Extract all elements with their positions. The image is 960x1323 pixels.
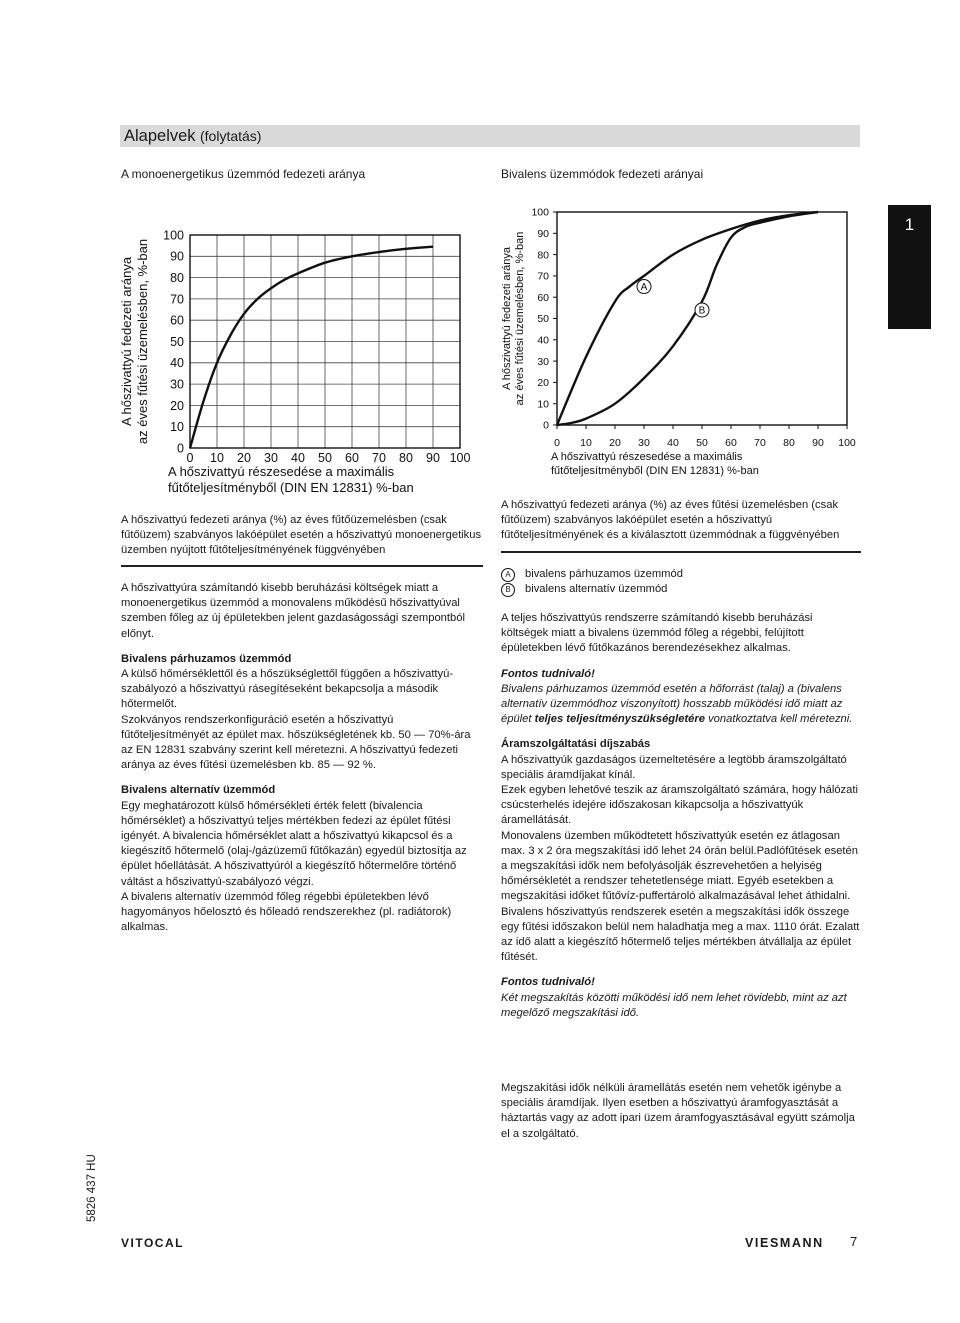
x-tick-label: 70: [754, 437, 766, 449]
x-tick-label: 80: [783, 437, 795, 449]
y-tick-label: 70: [170, 292, 184, 307]
y-tick-label: 90: [537, 227, 549, 240]
y-tick-label: 50: [537, 313, 549, 326]
right-divider: [501, 551, 861, 553]
y-tick-label: 70: [537, 270, 549, 283]
note1-text-bold: teljes teljesítményszükségletére: [534, 713, 705, 726]
note1-title: Fontos tudnivaló!: [501, 667, 595, 680]
y-tick-label: 0: [543, 419, 549, 432]
left-heading: A monoenergetikus üzemmód fedezeti aránya: [121, 167, 366, 181]
legend-item-b: [501, 582, 861, 597]
y-tick-label: 100: [163, 228, 184, 243]
y-tick-label: 100: [531, 206, 549, 219]
x-tick-label: 0: [186, 451, 194, 465]
brand-viessmann-logo: VIESMANN: [745, 1236, 824, 1250]
y-tick-label: 40: [537, 334, 549, 347]
y-tick-label: 60: [537, 291, 549, 304]
series-line: [557, 212, 818, 425]
left-divider: [121, 565, 483, 567]
note2-text: Két megszakítás közötti működési idő nem lehet rövidebb, mint az azt megelőző megszakítási idő.: [501, 991, 847, 1019]
x-tick-label: 10: [210, 451, 224, 465]
page-title-suffix: (folytatás): [200, 128, 262, 144]
y-tick-label: 20: [170, 398, 184, 413]
y-tick-label: 10: [537, 398, 549, 411]
right-chart-caption: A hőszivattyú fedezeti aránya (%) az éves fűtési üzemelésben (csak fűtőüzem) szabványos lakóépület esetén a hőszivattyú fűtőteljesítményének és a kiválasztott üzemmódnak a függvényében: [501, 499, 840, 542]
legend-marker-b: B: [501, 583, 515, 597]
alternative-paragraph-2: A bivalens alternatív üzemmód főleg régebbi épületekben lévő hagyományos hőelosztó és hőleadó rendszerekhez (pl. radiátorok) alkalmas.: [121, 890, 452, 934]
x-axis-label: fűtőteljesítményből (DIN EN 12831) %-ban: [168, 480, 414, 495]
brand-vitocal: VITOCAL: [121, 1236, 184, 1250]
x-tick-label: 100: [449, 451, 471, 465]
x-tick-label: 70: [372, 451, 386, 465]
x-tick-label: 20: [237, 451, 251, 465]
y-tick-label: 80: [170, 270, 184, 285]
bivalent-chart: [495, 200, 875, 490]
legend-text-a: bivalens párhuzamos üzemmód: [525, 568, 683, 580]
tariff-paragraph-3: Monovalens üzemben működtetett hőszivattyúk esetén ez átlagosan max. 3 x 2 óra megszakítási idő lehet 24 órán belül.Padlófűtések esetén a megszakítási idők nem befolyásolják észrevehetően a helyiség hőmérsékletét a rendszer tehetetlensége miatt. Egyéb esetekben a megszakítási időket fűtővíz-puffertároló alkalmazásával lehet áthidalni.: [501, 829, 858, 903]
x-tick-label: 50: [318, 451, 332, 465]
x-tick-label: 40: [667, 437, 679, 449]
x-tick-label: 30: [264, 451, 278, 465]
page-title: Alapelvek: [124, 127, 196, 145]
tariff-paragraph-1: A hőszivattyúk gazdaságos üzemeltetésére a legtöbb áramszolgáltató speciális áramdíjakat kínál.: [501, 753, 847, 781]
x-tick-label: 50: [696, 437, 708, 449]
note1-text-a: Bivalens párhuzamos üzemmód esetén a hőforrást (talaj) a (bivalens alternatív üzemmódhoz viszonyított) hosszabb működési idő miatt az épület: [501, 682, 843, 726]
x-tick-label: 80: [399, 451, 413, 465]
x-tick-label: 100: [838, 437, 856, 449]
legend-marker-a: A: [501, 568, 515, 582]
x-axis-label: A hőszivattyú részesedése a maximális: [168, 464, 395, 479]
y-axis-label: A hőszivattyú fedezeti aránya: [119, 256, 134, 427]
y-tick-label: 80: [537, 249, 549, 262]
x-tick-label: 60: [345, 451, 359, 465]
series-marker-label: B: [698, 305, 706, 317]
y-tick-label: 30: [537, 355, 549, 368]
legend-text-b: bivalens alternatív üzemmód: [525, 583, 668, 596]
alternative-paragraph-1: Egy meghatározott külső hőmérsékleti érték felett (bivalencia hőmérséklet) a hőszivattyú teljes mértékben fedezi az épület fűtési igényét. A bivalencia hőmérséklet alatt a hőszivattyú kikapcsol és a kiegészítő hőtermelő (olaj-/gázüzemű fűtőkazán) egyedül biztosítja az épület hőellátását. A hőszivattyúról a kiegészítő hőtermelőre történő váltást a hőszivattyú-szabályozó végzi.: [121, 799, 467, 888]
tariff-paragraph-4: Bivalens hőszivattyús rendszerek esetén a megszakítási idők összege egy fűtési időszakon belül nem haladhatja meg a max. 1110 órát. Ezalatt az idő alatt a kiegészítő hőtermelő teljes mértékben átvállalja az épület fűtését.: [501, 905, 860, 964]
y-tick-label: 10: [170, 420, 184, 435]
series-line: [190, 247, 433, 448]
parallel-paragraph-2: Szokványos rendszerkonfiguráció esetén a hőszivattyú fűtőteljesítményét az épület max. hőszükségletének kb. 50 — 70%-ára az EN 12831 szabvány szerint kell méretezni. A hőszivattyú fedezeti aránya az éves fűtési üzemelésben kb. 85 — 92 %.: [121, 713, 471, 772]
document-number: 5826 437 HU: [86, 1154, 98, 1222]
right-text-block: [501, 611, 861, 1021]
series-line: [557, 212, 818, 425]
section-title-bar: [120, 125, 860, 147]
x-tick-label: 10: [580, 437, 592, 449]
heading-alternative: Bivalens alternatív üzemmód: [121, 784, 276, 797]
x-tick-label: 40: [291, 451, 305, 465]
x-tick-label: 90: [812, 437, 824, 449]
legend: [501, 567, 861, 597]
y-tick-label: 20: [537, 377, 549, 390]
x-axis-label: A hőszivattyú részesedése a maximális: [551, 451, 743, 463]
y-tick-label: 90: [170, 249, 184, 264]
note1-text-c: vonatkoztatva kell méretezni.: [704, 713, 853, 726]
x-tick-label: 90: [426, 451, 440, 465]
heading-tariff: Áramszolgáltatási díjszabás: [501, 738, 651, 751]
y-axis-label: A hőszivattyú fedezeti aránya: [501, 246, 513, 391]
left-paragraph-1: A hőszivattyúra számítandó kisebb beruházási költségek miatt a monoenergetikus üzemmód a monovalens működésű hőszivattyúval szemben főleg az új épületekben jelent gazdaságossági szempontból előnyt.: [121, 582, 465, 640]
right-last-paragraph: Megszakítási idők nélküli áramellátás esetén nem vehetők igénybe a speciális áramdíjak. Ilyen esetben a hőszivattyú áramfogyasztását a háztartás vagy az adott ipari üzem áramfogyasztásával együtt számolja el a szolgáltató.: [501, 1082, 855, 1140]
note2-title: Fontos tudnivaló!: [501, 976, 595, 989]
tariff-paragraph-2: Ezek egyben lehetővé teszik az áramszolgáltató számára, hogy hálózati csúcsterhelés idejére időszakosan kikapcsolja a hőszivattyúk áramellátását.: [501, 784, 858, 827]
x-axis-label: fűtőteljesítményből (DIN EN 12831) %-ban: [551, 465, 759, 477]
y-tick-label: 40: [170, 356, 184, 371]
y-tick-label: 50: [170, 334, 184, 349]
y-axis-label: az éves fűtési üzemelésben, %-ban: [514, 231, 526, 406]
series-marker-label: A: [640, 282, 648, 294]
page-number: 7: [850, 1234, 858, 1249]
x-tick-label: 20: [609, 437, 621, 449]
x-tick-label: 0: [554, 437, 560, 449]
x-tick-label: 60: [725, 437, 737, 449]
monoenergetic-chart: [110, 210, 490, 500]
y-axis-label: az éves fűtési üzemelésben, %-ban: [135, 238, 150, 445]
chapter-tab: 1: [888, 205, 931, 329]
y-tick-label: 30: [170, 377, 184, 392]
y-tick-label: 0: [177, 441, 184, 456]
plot-frame: [557, 212, 847, 425]
right-paragraph-1: A teljes hőszivattyús rendszerre számítandó kisebb beruházási költségek miatt a bivalens üzemmód főleg a régebbi, felújított épületekben lévő fűtőkazános berendezésekhez alkalmas.: [501, 612, 813, 655]
parallel-paragraph-1: A külső hőmérséklettől és a hőszükséglettől függően a hőszivattyú-szabályozó a hőszivattyú rásegítéseként bekapcsolja a második hőtermelőt.: [121, 668, 454, 711]
x-tick-label: 30: [638, 437, 650, 449]
legend-item-a: [501, 567, 861, 582]
heading-parallel: Bivalens párhuzamos üzemmód: [121, 652, 292, 665]
left-text-block: [121, 581, 483, 935]
right-heading: Bivalens üzemmódok fedezeti arányai: [501, 167, 704, 181]
left-chart-caption: A hőszivattyú fedezeti aránya (%) az éves fűtőüzemelésben (csak fűtőüzem) szabványos lakóépület esetén a hőszivattyú monoenergetikus üzemben nyújtott fűtőteljesítményének függvényében: [121, 514, 482, 557]
y-tick-label: 60: [170, 313, 184, 328]
